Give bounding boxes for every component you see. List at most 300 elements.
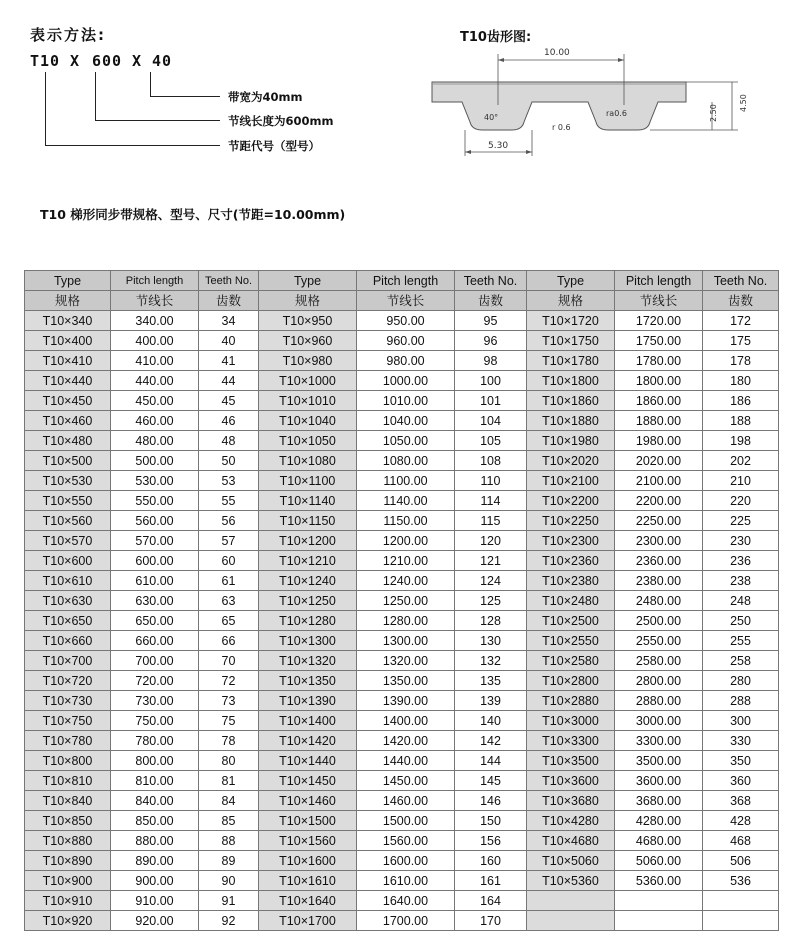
cell-teeth-no: 230 bbox=[703, 531, 779, 551]
cell-teeth-no: 164 bbox=[455, 891, 527, 911]
cell-pitch-length: 1000.00 bbox=[357, 371, 455, 391]
cell-type: T10×1700 bbox=[259, 911, 357, 931]
cell-pitch-length: 800.00 bbox=[111, 751, 199, 771]
cell-pitch-length: 1600.00 bbox=[357, 851, 455, 871]
cell-type: T10×980 bbox=[259, 351, 357, 371]
connector-line bbox=[150, 72, 151, 96]
cell-pitch-length: 400.00 bbox=[111, 331, 199, 351]
cell-pitch-length: 500.00 bbox=[111, 451, 199, 471]
cell-type: T10×1420 bbox=[259, 731, 357, 751]
cell-teeth-no: 90 bbox=[199, 871, 259, 891]
cell-teeth-no: 110 bbox=[455, 471, 527, 491]
cell-teeth-no: 468 bbox=[703, 831, 779, 851]
cell-type: T10×700 bbox=[25, 651, 111, 671]
cell-type: T10×2100 bbox=[527, 471, 615, 491]
cell-teeth-no: 41 bbox=[199, 351, 259, 371]
tooth-profile-drawing bbox=[420, 20, 780, 170]
cell-teeth-no: 300 bbox=[703, 711, 779, 731]
cell-pitch-length: 1010.00 bbox=[357, 391, 455, 411]
cell-type: T10×840 bbox=[25, 791, 111, 811]
header-pitch-length: Pitch length bbox=[615, 271, 703, 291]
cell-teeth-no: 161 bbox=[455, 871, 527, 891]
cell-teeth-no: 350 bbox=[703, 751, 779, 771]
table-row bbox=[25, 311, 779, 331]
cell-pitch-length: 3600.00 bbox=[615, 771, 703, 791]
cell-teeth-no: 288 bbox=[703, 691, 779, 711]
cell-pitch-length: 1050.00 bbox=[357, 431, 455, 451]
cell-teeth-no: 255 bbox=[703, 631, 779, 651]
cell-type: T10×1640 bbox=[259, 891, 357, 911]
cell-teeth-no: 46 bbox=[199, 411, 259, 431]
cell-teeth-no: 130 bbox=[455, 631, 527, 651]
cell-type: T10×1980 bbox=[527, 431, 615, 451]
cell-pitch-length: 840.00 bbox=[111, 791, 199, 811]
cell-teeth-no: 34 bbox=[199, 311, 259, 331]
table-row bbox=[25, 891, 779, 911]
cell-pitch-length: 1150.00 bbox=[357, 511, 455, 531]
cell-type: T10×720 bbox=[25, 671, 111, 691]
cell-pitch-length: 1420.00 bbox=[357, 731, 455, 751]
cell-pitch-length: 1780.00 bbox=[615, 351, 703, 371]
cell-teeth-no: 80 bbox=[199, 751, 259, 771]
cell-teeth-no: 188 bbox=[703, 411, 779, 431]
cell-teeth-no: 170 bbox=[455, 911, 527, 931]
cell-teeth-no: 95 bbox=[455, 311, 527, 331]
cell-pitch-length: 2300.00 bbox=[615, 531, 703, 551]
cell-pitch-length: 3300.00 bbox=[615, 731, 703, 751]
cell-pitch-length: 3500.00 bbox=[615, 751, 703, 771]
cell-type: T10×1350 bbox=[259, 671, 357, 691]
cell-teeth-no bbox=[703, 911, 779, 931]
table-row bbox=[25, 471, 779, 491]
code-length: 600 bbox=[92, 52, 123, 70]
cell-teeth-no: 81 bbox=[199, 771, 259, 791]
cell-type: T10×4680 bbox=[527, 831, 615, 851]
cell-type: T10×1400 bbox=[259, 711, 357, 731]
connector-line bbox=[45, 72, 46, 145]
cell-type: T10×550 bbox=[25, 491, 111, 511]
cell-type: T10×1440 bbox=[259, 751, 357, 771]
cell-teeth-no: 360 bbox=[703, 771, 779, 791]
cell-teeth-no: 172 bbox=[703, 311, 779, 331]
cell-type: T10×5060 bbox=[527, 851, 615, 871]
cell-type: T10×650 bbox=[25, 611, 111, 631]
cell-pitch-length: 480.00 bbox=[111, 431, 199, 451]
header-pitch-length: Pitch length bbox=[357, 271, 455, 291]
cell-type: T10×1320 bbox=[259, 651, 357, 671]
cell-pitch-length: 720.00 bbox=[111, 671, 199, 691]
table-row bbox=[25, 731, 779, 751]
cell-pitch-length: 1700.00 bbox=[357, 911, 455, 931]
cell-pitch-length: 1460.00 bbox=[357, 791, 455, 811]
cell-teeth-no: 202 bbox=[703, 451, 779, 471]
connector-line bbox=[95, 72, 96, 120]
cell-teeth-no: 78 bbox=[199, 731, 259, 751]
cell-type: T10×800 bbox=[25, 751, 111, 771]
cell-type: T10×2480 bbox=[527, 591, 615, 611]
cell-pitch-length: 1320.00 bbox=[357, 651, 455, 671]
cell-pitch-length: 2380.00 bbox=[615, 571, 703, 591]
table-row bbox=[25, 551, 779, 571]
header-type: Type bbox=[527, 271, 615, 291]
cell-type: T10×960 bbox=[259, 331, 357, 351]
cell-pitch-length: 780.00 bbox=[111, 731, 199, 751]
header-cn-teeth-no: 齿数 bbox=[455, 291, 527, 311]
cell-teeth-no: 139 bbox=[455, 691, 527, 711]
dim-pitch: 10.00 bbox=[544, 48, 570, 58]
spec-heading: T10 梯形同步带规格、型号、尺寸(节距=10.00mm) bbox=[40, 207, 346, 222]
cell-pitch-length: 2360.00 bbox=[615, 551, 703, 571]
cell-pitch-length: 1800.00 bbox=[615, 371, 703, 391]
annotation-width: 带宽为40mm bbox=[228, 90, 303, 104]
cell-pitch-length: 1250.00 bbox=[357, 591, 455, 611]
header-teeth-no: Teeth No. bbox=[703, 271, 779, 291]
cell-teeth-no: 88 bbox=[199, 831, 259, 851]
cell-teeth-no: 156 bbox=[455, 831, 527, 851]
cell-teeth-no: 65 bbox=[199, 611, 259, 631]
spec-table bbox=[24, 270, 779, 931]
table-row bbox=[25, 671, 779, 691]
cell-type: T10×450 bbox=[25, 391, 111, 411]
dim-angle: 40° bbox=[484, 113, 499, 122]
cell-teeth-no: 53 bbox=[199, 471, 259, 491]
cell-teeth-no: 75 bbox=[199, 711, 259, 731]
header-cn-type: 规格 bbox=[259, 291, 357, 311]
cell-type: T10×730 bbox=[25, 691, 111, 711]
cell-type: T10×1750 bbox=[527, 331, 615, 351]
cell-teeth-no: 250 bbox=[703, 611, 779, 631]
cell-type: T10×530 bbox=[25, 471, 111, 491]
cell-type: T10×880 bbox=[25, 831, 111, 851]
cell-teeth-no: 70 bbox=[199, 651, 259, 671]
cell-teeth-no: 160 bbox=[455, 851, 527, 871]
cell-teeth-no: 144 bbox=[455, 751, 527, 771]
cell-teeth-no: 40 bbox=[199, 331, 259, 351]
cell-pitch-length: 900.00 bbox=[111, 871, 199, 891]
cell-teeth-no: 120 bbox=[455, 531, 527, 551]
cell-pitch-length: 600.00 bbox=[111, 551, 199, 571]
cell-type: T10×2500 bbox=[527, 611, 615, 631]
table-row bbox=[25, 511, 779, 531]
table-row bbox=[25, 591, 779, 611]
cell-teeth-no: 96 bbox=[455, 331, 527, 351]
cell-teeth-no: 368 bbox=[703, 791, 779, 811]
table-row bbox=[25, 831, 779, 851]
cell-type: T10×460 bbox=[25, 411, 111, 431]
cell-pitch-length: 410.00 bbox=[111, 351, 199, 371]
cell-type: T10×2380 bbox=[527, 571, 615, 591]
table-row bbox=[25, 411, 779, 431]
cell-type: T10×500 bbox=[25, 451, 111, 471]
table-row bbox=[25, 851, 779, 871]
tooth-profile-diagram bbox=[420, 20, 780, 170]
header-cn-type: 规格 bbox=[25, 291, 111, 311]
cell-pitch-length: 730.00 bbox=[111, 691, 199, 711]
cell-teeth-no: 198 bbox=[703, 431, 779, 451]
cell-type: T10×2360 bbox=[527, 551, 615, 571]
cell-teeth-no: 220 bbox=[703, 491, 779, 511]
connector-line bbox=[150, 96, 220, 97]
cell-pitch-length bbox=[615, 911, 703, 931]
table-row bbox=[25, 711, 779, 731]
cell-pitch-length: 1880.00 bbox=[615, 411, 703, 431]
cell-teeth-no: 128 bbox=[455, 611, 527, 631]
cell-type: T10×1240 bbox=[259, 571, 357, 591]
cell-pitch-length: 530.00 bbox=[111, 471, 199, 491]
cell-pitch-length: 1240.00 bbox=[357, 571, 455, 591]
cell-type: T10×1050 bbox=[259, 431, 357, 451]
cell-type: T10×1010 bbox=[259, 391, 357, 411]
cell-type bbox=[527, 911, 615, 931]
cell-pitch-length: 2800.00 bbox=[615, 671, 703, 691]
cell-type: T10×610 bbox=[25, 571, 111, 591]
cell-teeth-no: 225 bbox=[703, 511, 779, 531]
cell-type: T10×2880 bbox=[527, 691, 615, 711]
cell-type bbox=[527, 891, 615, 911]
cell-type: T10×1720 bbox=[527, 311, 615, 331]
connector-line bbox=[45, 145, 220, 146]
cell-teeth-no: 72 bbox=[199, 671, 259, 691]
cell-pitch-length: 340.00 bbox=[111, 311, 199, 331]
table-row bbox=[25, 911, 779, 931]
cell-type: T10×1300 bbox=[259, 631, 357, 651]
cell-pitch-length: 3000.00 bbox=[615, 711, 703, 731]
table-row bbox=[25, 791, 779, 811]
cell-teeth-no: 89 bbox=[199, 851, 259, 871]
cell-teeth-no: 330 bbox=[703, 731, 779, 751]
cell-pitch-length: 1860.00 bbox=[615, 391, 703, 411]
table-row bbox=[25, 811, 779, 831]
cell-teeth-no: 125 bbox=[455, 591, 527, 611]
cell-pitch-length: 1390.00 bbox=[357, 691, 455, 711]
table-row bbox=[25, 491, 779, 511]
cell-pitch-length: 1400.00 bbox=[357, 711, 455, 731]
cell-type: T10×2020 bbox=[527, 451, 615, 471]
cell-type: T10×1780 bbox=[527, 351, 615, 371]
header-cn-pitch-length: 节线长 bbox=[357, 291, 455, 311]
cell-type: T10×2800 bbox=[527, 671, 615, 691]
cell-type: T10×1450 bbox=[259, 771, 357, 791]
cell-type: T10×3000 bbox=[527, 711, 615, 731]
cell-teeth-no: 98 bbox=[455, 351, 527, 371]
cell-type: T10×890 bbox=[25, 851, 111, 871]
cell-pitch-length: 2880.00 bbox=[615, 691, 703, 711]
cell-type: T10×5360 bbox=[527, 871, 615, 891]
table-row bbox=[25, 691, 779, 711]
cell-teeth-no: 140 bbox=[455, 711, 527, 731]
cell-teeth-no: 84 bbox=[199, 791, 259, 811]
spec-table-body bbox=[25, 311, 779, 931]
cell-type: T10×1210 bbox=[259, 551, 357, 571]
table-row bbox=[25, 611, 779, 631]
table-row bbox=[25, 351, 779, 371]
cell-teeth-no: 506 bbox=[703, 851, 779, 871]
cell-type: T10×630 bbox=[25, 591, 111, 611]
cell-type: T10×3300 bbox=[527, 731, 615, 751]
dim-height-total: 4.50 bbox=[739, 94, 748, 112]
cell-type: T10×750 bbox=[25, 711, 111, 731]
legend-title: 表示方法: bbox=[30, 26, 106, 44]
cell-pitch-length: 700.00 bbox=[111, 651, 199, 671]
cell-teeth-no: 100 bbox=[455, 371, 527, 391]
code-pitch: T10 bbox=[30, 52, 61, 70]
cell-pitch-length: 3680.00 bbox=[615, 791, 703, 811]
cell-teeth-no: 101 bbox=[455, 391, 527, 411]
cell-teeth-no: 66 bbox=[199, 631, 259, 651]
header-cn-teeth-no: 齿数 bbox=[199, 291, 259, 311]
table-row bbox=[25, 751, 779, 771]
cell-pitch-length: 1140.00 bbox=[357, 491, 455, 511]
cell-pitch-length: 1080.00 bbox=[357, 451, 455, 471]
cell-type: T10×1250 bbox=[259, 591, 357, 611]
cell-teeth-no: 175 bbox=[703, 331, 779, 351]
cell-pitch-length: 910.00 bbox=[111, 891, 199, 911]
cell-pitch-length: 920.00 bbox=[111, 911, 199, 931]
annotation-pitch-code: 节距代号（型号） bbox=[228, 139, 320, 153]
table-row bbox=[25, 431, 779, 451]
cell-type: T10×950 bbox=[259, 311, 357, 331]
cell-type: T10×480 bbox=[25, 431, 111, 451]
header-teeth-no: Teeth No. bbox=[199, 271, 259, 291]
code-separator: X bbox=[70, 52, 81, 70]
cell-type: T10×2580 bbox=[527, 651, 615, 671]
cell-pitch-length: 4680.00 bbox=[615, 831, 703, 851]
table-row bbox=[25, 631, 779, 651]
cell-pitch-length: 1720.00 bbox=[615, 311, 703, 331]
cell-pitch-length: 1300.00 bbox=[357, 631, 455, 651]
dim-tooth-width: 5.30 bbox=[488, 141, 509, 151]
cell-pitch-length: 2200.00 bbox=[615, 491, 703, 511]
header-row-en bbox=[25, 271, 779, 291]
cell-type: T10×400 bbox=[25, 331, 111, 351]
cell-teeth-no: 63 bbox=[199, 591, 259, 611]
cell-pitch-length: 550.00 bbox=[111, 491, 199, 511]
cell-teeth-no: 121 bbox=[455, 551, 527, 571]
cell-teeth-no: 280 bbox=[703, 671, 779, 691]
header-cn-pitch-length: 节线长 bbox=[615, 291, 703, 311]
cell-pitch-length: 2580.00 bbox=[615, 651, 703, 671]
cell-type: T10×900 bbox=[25, 871, 111, 891]
cell-teeth-no: 236 bbox=[703, 551, 779, 571]
cell-type: T10×1560 bbox=[259, 831, 357, 851]
cell-pitch-length: 1200.00 bbox=[357, 531, 455, 551]
cell-type: T10×1140 bbox=[259, 491, 357, 511]
cell-type: T10×560 bbox=[25, 511, 111, 531]
cell-pitch-length: 1560.00 bbox=[357, 831, 455, 851]
cell-type: T10×2300 bbox=[527, 531, 615, 551]
cell-teeth-no: 248 bbox=[703, 591, 779, 611]
cell-type: T10×1040 bbox=[259, 411, 357, 431]
cell-pitch-length: 1040.00 bbox=[357, 411, 455, 431]
cell-pitch-length: 1100.00 bbox=[357, 471, 455, 491]
cell-pitch-length: 630.00 bbox=[111, 591, 199, 611]
cell-pitch-length: 2550.00 bbox=[615, 631, 703, 651]
table-row bbox=[25, 771, 779, 791]
code-separator: X bbox=[132, 52, 143, 70]
code-example bbox=[30, 52, 190, 72]
cell-pitch-length: 1210.00 bbox=[357, 551, 455, 571]
cell-teeth-no: 57 bbox=[199, 531, 259, 551]
cell-teeth-no: 150 bbox=[455, 811, 527, 831]
cell-teeth-no: 50 bbox=[199, 451, 259, 471]
cell-pitch-length: 610.00 bbox=[111, 571, 199, 591]
header-cn-type: 规格 bbox=[527, 291, 615, 311]
cell-type: T10×1100 bbox=[259, 471, 357, 491]
table-row bbox=[25, 651, 779, 671]
cell-type: T10×1150 bbox=[259, 511, 357, 531]
table-row bbox=[25, 331, 779, 351]
cell-teeth-no: 428 bbox=[703, 811, 779, 831]
cell-teeth-no: 45 bbox=[199, 391, 259, 411]
cell-teeth-no: 73 bbox=[199, 691, 259, 711]
cell-teeth-no: 210 bbox=[703, 471, 779, 491]
header-type: Type bbox=[25, 271, 111, 291]
cell-teeth-no: 135 bbox=[455, 671, 527, 691]
cell-pitch-length bbox=[615, 891, 703, 911]
cell-teeth-no: 145 bbox=[455, 771, 527, 791]
cell-teeth-no: 92 bbox=[199, 911, 259, 931]
cell-type: T10×1500 bbox=[259, 811, 357, 831]
cell-type: T10×3500 bbox=[527, 751, 615, 771]
cell-type: T10×2200 bbox=[527, 491, 615, 511]
cell-teeth-no: 44 bbox=[199, 371, 259, 391]
cell-teeth-no bbox=[703, 891, 779, 911]
cell-type: T10×1860 bbox=[527, 391, 615, 411]
cell-teeth-no: 56 bbox=[199, 511, 259, 531]
cell-pitch-length: 750.00 bbox=[111, 711, 199, 731]
cell-teeth-no: 48 bbox=[199, 431, 259, 451]
cell-pitch-length: 1440.00 bbox=[357, 751, 455, 771]
cell-pitch-length: 2020.00 bbox=[615, 451, 703, 471]
cell-type: T10×1200 bbox=[259, 531, 357, 551]
cell-pitch-length: 560.00 bbox=[111, 511, 199, 531]
cell-type: T10×2250 bbox=[527, 511, 615, 531]
cell-type: T10×1880 bbox=[527, 411, 615, 431]
cell-pitch-length: 880.00 bbox=[111, 831, 199, 851]
cell-type: T10×3680 bbox=[527, 791, 615, 811]
cell-teeth-no: 60 bbox=[199, 551, 259, 571]
cell-teeth-no: 85 bbox=[199, 811, 259, 831]
cell-pitch-length: 2500.00 bbox=[615, 611, 703, 631]
annotation-length: 节线长度为600mm bbox=[228, 114, 334, 128]
cell-type: T10×920 bbox=[25, 911, 111, 931]
cell-pitch-length: 810.00 bbox=[111, 771, 199, 791]
cell-pitch-length: 2480.00 bbox=[615, 591, 703, 611]
cell-type: T10×660 bbox=[25, 631, 111, 651]
table-row bbox=[25, 391, 779, 411]
cell-type: T10×570 bbox=[25, 531, 111, 551]
cell-pitch-length: 850.00 bbox=[111, 811, 199, 831]
cell-teeth-no: 114 bbox=[455, 491, 527, 511]
cell-pitch-length: 1450.00 bbox=[357, 771, 455, 791]
cell-pitch-length: 950.00 bbox=[357, 311, 455, 331]
cell-teeth-no: 146 bbox=[455, 791, 527, 811]
cell-pitch-length: 1500.00 bbox=[357, 811, 455, 831]
cell-type: T10×810 bbox=[25, 771, 111, 791]
cell-pitch-length: 4280.00 bbox=[615, 811, 703, 831]
cell-teeth-no: 186 bbox=[703, 391, 779, 411]
cell-pitch-length: 1350.00 bbox=[357, 671, 455, 691]
cell-type: T10×910 bbox=[25, 891, 111, 911]
cell-type: T10×1460 bbox=[259, 791, 357, 811]
cell-pitch-length: 460.00 bbox=[111, 411, 199, 431]
cell-pitch-length: 1640.00 bbox=[357, 891, 455, 911]
cell-teeth-no: 180 bbox=[703, 371, 779, 391]
cell-pitch-length: 1610.00 bbox=[357, 871, 455, 891]
code-width: 40 bbox=[152, 52, 173, 70]
cell-type: T10×600 bbox=[25, 551, 111, 571]
cell-type: T10×1080 bbox=[259, 451, 357, 471]
